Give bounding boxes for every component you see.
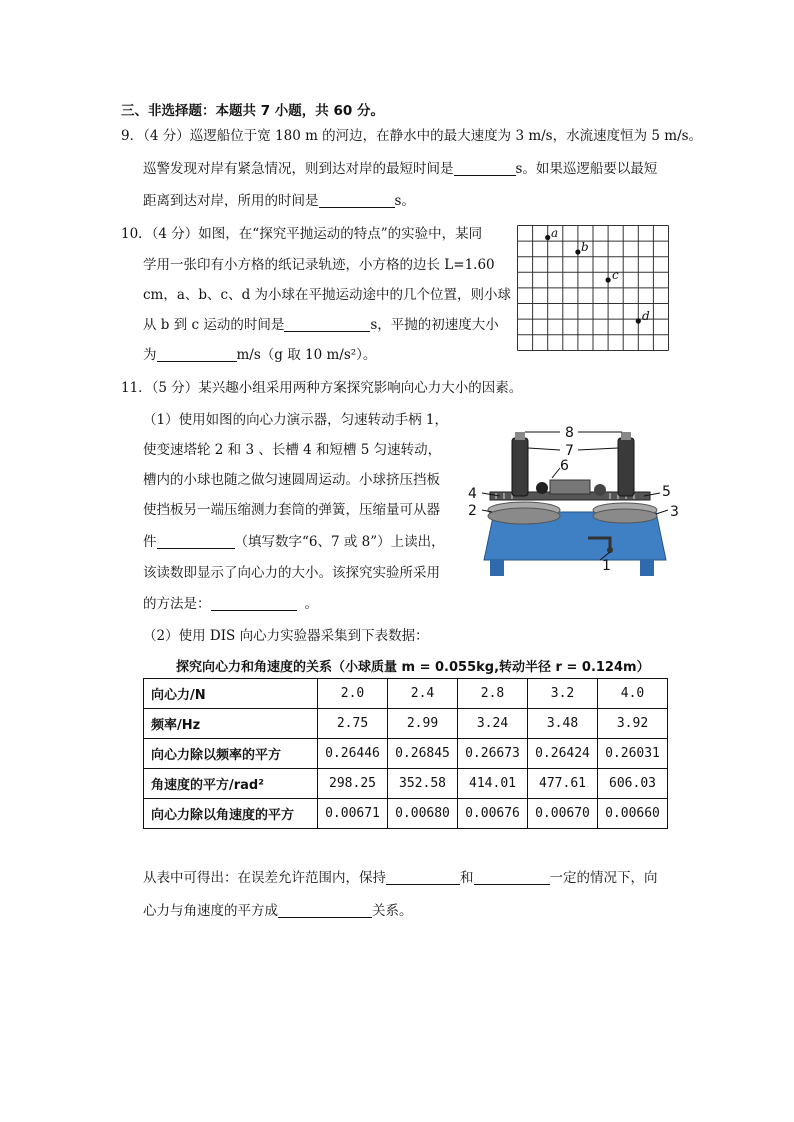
q10-text: 为	[143, 347, 157, 363]
table-row-header: 向心力除以角速度的平方	[144, 799, 318, 829]
table-cell: 0.00680	[388, 799, 458, 829]
q11-p1-line-4: 使挡板另一端压缩测力套筒的弹簧，压缩量可从器	[143, 502, 440, 518]
table-cell: 0.26446	[318, 739, 388, 769]
q11-text: 关系。	[372, 903, 413, 919]
device-label-1: 1	[602, 558, 611, 574]
q11-conclusion-line-2	[143, 899, 413, 919]
point-label-a: a	[551, 226, 559, 240]
trajectory-point-d	[636, 318, 641, 323]
table-row	[144, 739, 668, 769]
table-cell: 3.92	[598, 709, 668, 739]
q11-answer-blank-3[interactable]	[386, 870, 460, 885]
table-cell: 0.00676	[458, 799, 528, 829]
device-label-5: 5	[662, 484, 671, 500]
q10-text: s，平抛的初速度大小	[370, 317, 499, 333]
table-cell: 3.48	[528, 709, 598, 739]
q9-answer-blank-2[interactable]	[319, 193, 395, 208]
q11-answer-blank-1[interactable]	[157, 534, 235, 549]
table-cell: 2.0	[318, 679, 388, 709]
section-title: 三、非选择题：本题共 7 小题，共 60 分。	[121, 103, 384, 119]
q11-answer-blank-4[interactable]	[474, 870, 550, 885]
table-cell: 2.8	[458, 679, 528, 709]
q11-p1-line-3: 槽内的小球也随之做匀速圆周运动。小球挤压挡板	[143, 472, 440, 488]
q11-text: 的方法是：	[143, 596, 211, 612]
q11-p1-line-5	[143, 530, 445, 550]
q11-p2: （2）使用 DIS 向心力实验器采集到下表数据：	[143, 628, 429, 644]
table-cell: 2.99	[388, 709, 458, 739]
trajectory-grid-figure	[517, 225, 669, 351]
trajectory-point-a	[545, 235, 550, 240]
device-label-7: 7	[565, 443, 574, 459]
table-cell: 0.00670	[528, 799, 598, 829]
table-cell: 2.4	[388, 679, 458, 709]
q9-text: 距离到达对岸，所用的时间是	[143, 193, 319, 209]
point-label-b: b	[581, 240, 589, 254]
trajectory-point-b	[575, 249, 580, 254]
q10-text: 从 b 到 c 运动的时间是	[143, 317, 285, 333]
device-label-8: 8	[565, 425, 574, 441]
table-cell: 414.01	[458, 769, 528, 799]
trajectory-point-c	[606, 277, 611, 282]
q11-text: （填写数字“6、7 或 8”）上读出，	[234, 534, 445, 550]
q11-p1-line-1: （1）使用如图的向心力演示器，匀速转动手柄 1，	[143, 412, 448, 428]
table-row	[144, 709, 668, 739]
q10-answer-blank-1[interactable]	[284, 317, 370, 332]
table-cell: 352.58	[388, 769, 458, 799]
q9-line-1: 9．（4 分）巡逻船位于宽 180 m 的河边，在静水中的最大速度为 3 m/s，水流速度恒为 5 m/s。	[121, 128, 703, 144]
table-row	[144, 769, 668, 799]
q10-line-4	[143, 313, 499, 333]
device-label-6: 6	[560, 458, 569, 474]
table-cell: 606.03	[598, 769, 668, 799]
q9-answer-blank-1[interactable]	[454, 161, 516, 176]
table-cell: 3.24	[458, 709, 528, 739]
table-cell: 4.0	[598, 679, 668, 709]
q10-line-2: 学用一张印有小方格的纸记录轨迹，小方格的边长 L=1.60	[143, 257, 495, 273]
table-cell: 0.26031	[598, 739, 668, 769]
table-row-header: 向心力除以频率的平方	[144, 739, 318, 769]
q9-line-3	[143, 189, 415, 209]
table-cell: 0.26424	[528, 739, 598, 769]
q11-text: 从表中可得出：在误差允许范围内，保持	[143, 870, 386, 886]
q11-p1-line-7	[143, 592, 318, 612]
q11-text: 件	[143, 534, 157, 550]
q9-line-2	[143, 157, 657, 177]
q11-text: 一定的情况下，向	[549, 870, 658, 886]
table-cell: 298.25	[318, 769, 388, 799]
point-label-d: d	[642, 309, 650, 323]
table-cell: 0.00671	[318, 799, 388, 829]
q11-intro: 11．（5 分）某兴趣小组采用两种方案探究影响向心力大小的因素。	[121, 380, 523, 396]
table-row-header: 频率/Hz	[144, 709, 318, 739]
q11-answer-blank-5[interactable]	[278, 903, 372, 918]
q9-text: s。	[394, 193, 415, 209]
table-cell: 477.61	[528, 769, 598, 799]
q9-text: s。如果巡逻船要以最短	[515, 161, 658, 177]
q11-text: 心力与角速度的平方成	[143, 903, 278, 919]
centripetal-force-apparatus-figure	[460, 420, 690, 580]
q11-p1-line-6: 该读数即显示了向心力的大小。该探究实验所采用	[143, 565, 440, 581]
table-row	[144, 679, 668, 709]
q9-text: 巡警发现对岸有紧急情况，则到达对岸的最短时间是	[143, 161, 454, 177]
table-row	[144, 799, 668, 829]
table-cell: 0.26673	[458, 739, 528, 769]
data-table	[143, 678, 668, 829]
table-cell: 3.2	[528, 679, 598, 709]
device-label-4: 4	[468, 486, 477, 502]
q10-text: m/s（g 取 10 m/s²）。	[236, 347, 377, 363]
table-row-header: 角速度的平方/rad²	[144, 769, 318, 799]
q11-conclusion-line-1	[143, 866, 658, 886]
point-label-c: c	[612, 268, 619, 282]
table-cell: 0.26845	[388, 739, 458, 769]
q10-line-3: cm，a、b、c、d 为小球在平抛运动途中的几个位置，则小球	[143, 287, 512, 303]
q10-answer-blank-2[interactable]	[157, 347, 237, 362]
device-label-3: 3	[670, 504, 679, 520]
q11-text: 。	[304, 596, 318, 612]
table-row-header: 向心力/N	[144, 679, 318, 709]
q11-p1-line-2: 使变速塔轮 2 和 3 、长槽 4 和短槽 5 匀速转动，	[143, 442, 442, 458]
q10-line-5	[143, 343, 376, 363]
device-label-2: 2	[468, 503, 477, 519]
table-cell: 2.75	[318, 709, 388, 739]
q11-answer-blank-2[interactable]	[211, 596, 297, 611]
q11-text: 和	[460, 870, 474, 886]
table-caption: 探究向心力和角速度的关系（小球质量 m = 0.055kg,转动半径 r = 0.124m）	[176, 660, 650, 675]
q10-line-1: 10．（4 分）如图，在“探究平抛运动的特点”的实验中，某同	[121, 226, 483, 242]
table-cell: 0.00660	[598, 799, 668, 829]
